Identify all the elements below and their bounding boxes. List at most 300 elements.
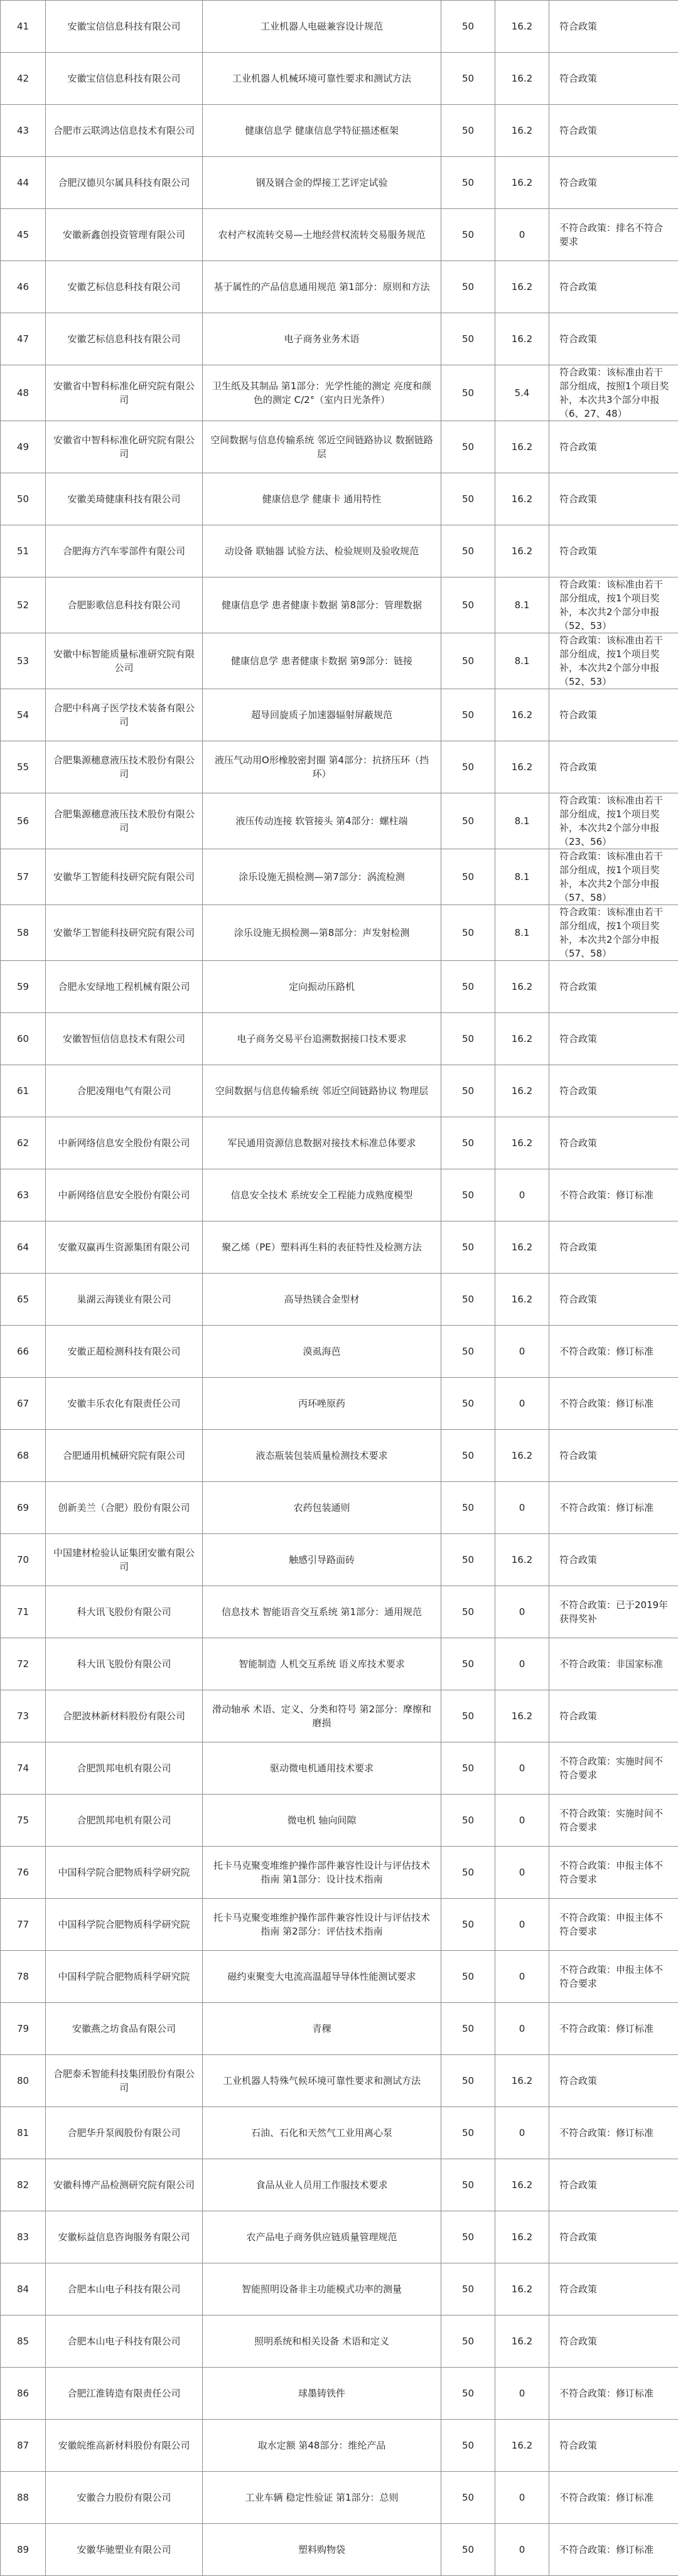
cell-standard-name: 石油、石化和天然气工业用离心泵 [203,2107,441,2159]
cell-score: 50 [441,1065,495,1117]
cell-review-result: 符合政策 [549,525,678,577]
cell-subsidy-amount: 5.4 [495,365,549,421]
cell-organization: 合肥市云联鸿达信息技术有限公司 [46,105,203,157]
cell-subsidy-amount: 16.2 [495,1117,549,1169]
cell-organization: 中国科学院合肥物质科学研究院 [46,1899,203,1951]
table-row [1,2159,678,2211]
cell-number: 75 [1,1795,46,1847]
table-row [1,577,678,633]
cell-standard-name: 卫生纸及其制品 第1部分：光学性能的测定 亮度和颜色的测定 C/2°（室内日光条件） [203,365,441,421]
cell-standard-name: 驱动微电机通用技术要求 [203,1742,441,1795]
cell-review-result: 不符合政策：修订标准 [549,2368,678,2420]
cell-score: 50 [441,689,495,741]
cell-score: 50 [441,1326,495,1378]
cell-review-result: 不符合政策：修订标准 [549,1326,678,1378]
cell-review-result: 符合政策 [549,261,678,313]
cell-score: 50 [441,1013,495,1065]
cell-number: 57 [1,849,46,905]
cell-number: 85 [1,2316,46,2368]
cell-number: 44 [1,157,46,209]
cell-organization: 合肥本山电子科技有限公司 [46,2263,203,2316]
cell-score: 50 [441,157,495,209]
cell-number: 84 [1,2263,46,2316]
cell-organization: 安徽美琦健康科技有限公司 [46,473,203,525]
cell-review-result: 符合政策 [549,313,678,365]
cell-score: 50 [441,2263,495,2316]
cell-subsidy-amount: 0 [495,1169,549,1221]
cell-review-result: 不符合政策：修订标准 [549,2524,678,2576]
cell-organization: 安徽标益信息咨询服务有限公司 [46,2211,203,2263]
cell-standard-name: 农产品电子商务供应链质量管理规范 [203,2211,441,2263]
cell-score: 50 [441,1742,495,1795]
cell-number: 71 [1,1586,46,1638]
cell-organization: 安徽艺标信息科技有限公司 [46,313,203,365]
cell-standard-name: 托卡马克聚变堆维护操作部件兼容性设计与评估技术指南 第2部分：评估技术指南 [203,1899,441,1951]
cell-number: 62 [1,1117,46,1169]
cell-review-result: 符合政策 [549,2420,678,2472]
cell-organization: 合肥本山电子科技有限公司 [46,2316,203,2368]
cell-number: 86 [1,2368,46,2420]
cell-review-result: 不符合政策：修订标准 [549,1378,678,1430]
cell-number: 41 [1,1,46,53]
cell-standard-name: 青稞 [203,2003,441,2055]
cell-standard-name: 健康信息学 患者健康卡数据 第9部分：链接 [203,633,441,689]
cell-number: 59 [1,961,46,1013]
cell-subsidy-amount: 8.1 [495,577,549,633]
cell-organization: 合肥海方汽车零部件有限公司 [46,525,203,577]
cell-review-result: 符合政策 [549,157,678,209]
cell-standard-name: 托卡马克聚变堆维护操作部件兼容性设计与评估技术指南 第1部分：设计技术指南 [203,1847,441,1899]
cell-score: 50 [441,961,495,1013]
cell-score: 50 [441,2316,495,2368]
cell-score: 50 [441,1117,495,1169]
cell-subsidy-amount: 0 [495,1951,549,2003]
table-row [1,2472,678,2524]
table-body [1,1,678,2576]
cell-organization: 安徽中标智能质量标准研究院有限公司 [46,633,203,689]
cell-standard-name: 工业机器人电磁兼容设计规范 [203,1,441,53]
cell-subsidy-amount: 16.2 [495,525,549,577]
table-row [1,1690,678,1742]
cell-subsidy-amount: 16.2 [495,689,549,741]
cell-organization: 合肥集源穗意液压技术股份有限公司 [46,741,203,793]
cell-number: 70 [1,1534,46,1586]
cell-review-result: 符合政策：该标准由若干部分组成，按1个项目奖补，本次共2个部分申报（52、53） [549,633,678,689]
table-row [1,1221,678,1274]
cell-subsidy-amount: 16.2 [495,421,549,473]
cell-subsidy-amount: 16.2 [495,1534,549,1586]
cell-standard-name: 工业车辆 稳定性验证 第1部分：总则 [203,2472,441,2524]
cell-subsidy-amount: 8.1 [495,905,549,961]
cell-number: 79 [1,2003,46,2055]
cell-review-result: 不符合政策：已于2019年获得奖补 [549,1586,678,1638]
cell-score: 50 [441,1638,495,1690]
cell-score: 50 [441,633,495,689]
table-row [1,849,678,905]
cell-score: 50 [441,2159,495,2211]
table-row [1,2263,678,2316]
cell-number: 78 [1,1951,46,2003]
cell-standard-name: 漠虱海芭 [203,1326,441,1378]
cell-number: 50 [1,473,46,525]
cell-number: 61 [1,1065,46,1117]
cell-standard-name: 照明系统和相关设备 术语和定义 [203,2316,441,2368]
cell-subsidy-amount: 0 [495,1586,549,1638]
cell-standard-name: 液态瓶装包装质量检测技术要求 [203,1430,441,1482]
cell-score: 50 [441,1,495,53]
cell-review-result: 符合政策 [549,2263,678,2316]
cell-organization: 安徽正超检测科技有限公司 [46,1326,203,1378]
cell-standard-name: 健康信息学 健康卡 通用特性 [203,473,441,525]
table-row [1,905,678,961]
cell-organization: 安徽华工智能科技研究院有限公司 [46,905,203,961]
cell-review-result: 不符合政策：申报主体不符合要求 [549,1899,678,1951]
table-row [1,1847,678,1899]
cell-subsidy-amount: 0 [495,2003,549,2055]
cell-standard-name: 健康信息学 健康信息学特征描述框架 [203,105,441,157]
cell-score: 50 [441,905,495,961]
cell-standard-name: 液压气动用O形橡胶密封圈 第4部分：抗挤压环（挡环） [203,741,441,793]
cell-review-result: 符合政策 [549,1430,678,1482]
cell-subsidy-amount: 8.1 [495,793,549,849]
cell-review-result: 符合政策 [549,2159,678,2211]
cell-standard-name: 动设备 联轴器 试验方法、检验规则及验收规范 [203,525,441,577]
cell-standard-name: 丙环唑原药 [203,1378,441,1430]
cell-organization: 合肥波林新材料股份有限公司 [46,1690,203,1742]
cell-review-result: 符合政策 [549,2316,678,2368]
cell-score: 50 [441,2211,495,2263]
cell-standard-name: 基于属性的产品信息通用规范 第1部分：原则和方法 [203,261,441,313]
table-row [1,313,678,365]
cell-standard-name: 空间数据与信息传输系统 邻近空间链路协议 物理层 [203,1065,441,1117]
cell-subsidy-amount: 16.2 [495,1221,549,1274]
cell-review-result: 符合政策 [549,1690,678,1742]
cell-number: 65 [1,1274,46,1326]
table-row [1,2316,678,2368]
cell-subsidy-amount: 0 [495,1899,549,1951]
cell-standard-name: 触感引导路面砖 [203,1534,441,1586]
cell-review-result: 符合政策 [549,1534,678,1586]
cell-organization: 科大讯飞股份有限公司 [46,1586,203,1638]
cell-score: 50 [441,2055,495,2107]
cell-score: 50 [441,261,495,313]
cell-review-result: 不符合政策：修订标准 [549,2472,678,2524]
cell-standard-name: 智能制造 人机交互系统 语义库技术要求 [203,1638,441,1690]
cell-organization: 合肥凯邦电机有限公司 [46,1795,203,1847]
cell-score: 50 [441,105,495,157]
cell-standard-name: 信息技术 智能语音交互系统 第1部分：通用规范 [203,1586,441,1638]
cell-review-result: 符合政策 [549,1117,678,1169]
cell-subsidy-amount: 0 [495,209,549,261]
cell-score: 50 [441,1274,495,1326]
cell-score: 50 [441,313,495,365]
cell-subsidy-amount: 16.2 [495,2211,549,2263]
cell-review-result: 符合政策：该标准由若干部分组成，按1个项目奖补，本次共2个部分申报（57、58） [549,849,678,905]
cell-score: 50 [441,365,495,421]
cell-number: 54 [1,689,46,741]
cell-subsidy-amount: 16.2 [495,1274,549,1326]
cell-subsidy-amount: 16.2 [495,741,549,793]
cell-score: 50 [441,2107,495,2159]
cell-organization: 安徽新鑫创投资管理有限公司 [46,209,203,261]
table-row [1,1065,678,1117]
cell-review-result: 符合政策 [549,1221,678,1274]
cell-subsidy-amount: 0 [495,1795,549,1847]
cell-organization: 安徽省中智科标准化研究院有限公司 [46,365,203,421]
table-row [1,365,678,421]
table-row [1,1,678,53]
cell-number: 60 [1,1013,46,1065]
cell-review-result: 符合政策 [549,53,678,105]
cell-organization: 安徽华驰塑业有限公司 [46,2524,203,2576]
cell-number: 55 [1,741,46,793]
cell-review-result: 符合政策：该标准由若干部分组成，按照1个项目奖补，本次共3个部分申报（6、27、48） [549,365,678,421]
table-row [1,1117,678,1169]
cell-organization: 中新网络信息安全股份有限公司 [46,1117,203,1169]
cell-standard-name: 智能照明设备非主功能模式功率的测量 [203,2263,441,2316]
cell-standard-name: 高导热镁合金型材 [203,1274,441,1326]
cell-organization: 安徽艺标信息科技有限公司 [46,261,203,313]
table-row [1,1326,678,1378]
cell-standard-name: 滑动轴承 术语、定义、分类和符号 第2部分：摩擦和磨损 [203,1690,441,1742]
cell-standard-name: 农村产权流转交易—土地经营权流转交易服务规范 [203,209,441,261]
cell-number: 69 [1,1482,46,1534]
cell-number: 63 [1,1169,46,1221]
cell-subsidy-amount: 16.2 [495,261,549,313]
cell-review-result: 符合政策 [549,741,678,793]
cell-standard-name: 军民通用资源信息数据对接技术标准总体要求 [203,1117,441,1169]
cell-score: 50 [441,1690,495,1742]
cell-organization: 中国科学院合肥物质科学研究院 [46,1847,203,1899]
table-row [1,2211,678,2263]
cell-subsidy-amount: 16.2 [495,2055,549,2107]
cell-organization: 合肥汉德贝尔属具科技有限公司 [46,157,203,209]
cell-score: 50 [441,1899,495,1951]
cell-subsidy-amount: 16.2 [495,53,549,105]
cell-standard-name: 液压传动连接 软管接头 第4部分：螺柱端 [203,793,441,849]
table-row [1,421,678,473]
cell-number: 53 [1,633,46,689]
table-row [1,1586,678,1638]
cell-organization: 合肥华升泵阀股份有限公司 [46,2107,203,2159]
cell-subsidy-amount: 16.2 [495,961,549,1013]
cell-number: 43 [1,105,46,157]
cell-review-result: 符合政策 [549,1274,678,1326]
cell-number: 73 [1,1690,46,1742]
table-row [1,1899,678,1951]
cell-number: 74 [1,1742,46,1795]
cell-score: 50 [441,1847,495,1899]
cell-organization: 中国建材检验认证集团安徽有限公司 [46,1534,203,1586]
cell-score: 50 [441,1169,495,1221]
cell-subsidy-amount: 16.2 [495,1430,549,1482]
table-row [1,1274,678,1326]
cell-number: 81 [1,2107,46,2159]
cell-number: 64 [1,1221,46,1274]
cell-score: 50 [441,2420,495,2472]
cell-score: 50 [441,421,495,473]
cell-score: 50 [441,741,495,793]
cell-review-result: 符合政策 [549,2211,678,2263]
table-row [1,105,678,157]
table-row [1,2055,678,2107]
cell-standard-name: 超导回旋质子加速器辐射屏蔽规范 [203,689,441,741]
cell-number: 80 [1,2055,46,2107]
cell-subsidy-amount: 0 [495,1742,549,1795]
cell-standard-name: 定向振动压路机 [203,961,441,1013]
cell-subsidy-amount: 16.2 [495,2159,549,2211]
cell-review-result: 符合政策 [549,689,678,741]
cell-standard-name: 聚乙烯（PE）塑料再生料的表征特性及检测方法 [203,1221,441,1274]
cell-organization: 安徽宝信信息科技有限公司 [46,53,203,105]
cell-organization: 安徽智恒信信息技术有限公司 [46,1013,203,1065]
cell-number: 66 [1,1326,46,1378]
cell-organization: 合肥永安绿地工程机械有限公司 [46,961,203,1013]
table-row [1,1534,678,1586]
cell-review-result: 符合政策：该标准由若干部分组成，按1个项目奖补，本次共2个部分申报（57、58） [549,905,678,961]
cell-review-result: 不符合政策：修订标准 [549,1482,678,1534]
table-row [1,961,678,1013]
cell-number: 46 [1,261,46,313]
cell-score: 50 [441,1534,495,1586]
table-row [1,633,678,689]
cell-subsidy-amount: 8.1 [495,633,549,689]
cell-score: 50 [441,577,495,633]
cell-subsidy-amount: 8.1 [495,849,549,905]
cell-score: 50 [441,1430,495,1482]
cell-organization: 安徽双赢再生资源集团有限公司 [46,1221,203,1274]
table-row [1,1430,678,1482]
cell-subsidy-amount: 16.2 [495,157,549,209]
table-row [1,689,678,741]
table-row [1,2524,678,2576]
cell-subsidy-amount: 16.2 [495,2263,549,2316]
cell-subsidy-amount: 16.2 [495,1013,549,1065]
cell-standard-name: 电子商务交易平台追溯数据接口技术要求 [203,1013,441,1065]
cell-standard-name: 工业机器人特殊气候环境可靠性要求和测试方法 [203,2055,441,2107]
cell-review-result: 不符合政策：修订标准 [549,2003,678,2055]
cell-review-result: 不符合政策：非国家标准 [549,1638,678,1690]
cell-subsidy-amount: 0 [495,2368,549,2420]
cell-review-result: 不符合政策：修订标准 [549,1169,678,1221]
cell-review-result: 符合政策 [549,473,678,525]
table-row [1,793,678,849]
cell-subsidy-amount: 0 [495,2107,549,2159]
cell-score: 50 [441,1795,495,1847]
table-row [1,1795,678,1847]
cell-number: 76 [1,1847,46,1899]
cell-number: 52 [1,577,46,633]
cell-score: 50 [441,1586,495,1638]
cell-standard-name: 健康信息学 患者健康卡数据 第8部分：管理数据 [203,577,441,633]
table-row [1,1951,678,2003]
cell-number: 51 [1,525,46,577]
cell-organization: 合肥凯邦电机有限公司 [46,1742,203,1795]
table-row [1,2368,678,2420]
cell-number: 56 [1,793,46,849]
cell-organization: 科大讯飞股份有限公司 [46,1638,203,1690]
cell-number: 68 [1,1430,46,1482]
cell-subsidy-amount: 16.2 [495,313,549,365]
cell-standard-name: 微电机 轴向间隙 [203,1795,441,1847]
cell-score: 50 [441,849,495,905]
cell-standard-name: 空间数据与信息传输系统 邻近空间链路协议 数据链路层 [203,421,441,473]
cell-standard-name: 食品从业人员用工作服技术要求 [203,2159,441,2211]
cell-subsidy-amount: 16.2 [495,1065,549,1117]
cell-organization: 安徽华工智能科技研究院有限公司 [46,849,203,905]
cell-review-result: 符合政策 [549,421,678,473]
cell-organization: 巢湖云海镁业有限公司 [46,1274,203,1326]
cell-standard-name: 球墨铸铁件 [203,2368,441,2420]
cell-score: 50 [441,793,495,849]
cell-score: 50 [441,1378,495,1430]
cell-review-result: 不符合政策：实施时间不符合要求 [549,1795,678,1847]
cell-subsidy-amount: 16.2 [495,105,549,157]
cell-subsidy-amount: 16.2 [495,1,549,53]
cell-review-result: 符合政策：该标准由若干部分组成，按1个项目奖补，本次共2个部分申报（23、56） [549,793,678,849]
cell-review-result: 不符合政策：申报主体不符合要求 [549,1951,678,2003]
cell-score: 50 [441,53,495,105]
cell-number: 47 [1,313,46,365]
table-row [1,1742,678,1795]
cell-number: 45 [1,209,46,261]
cell-standard-name: 涂乐设施无损检测—第8部分：声发射检测 [203,905,441,961]
table-row [1,1169,678,1221]
table-row [1,209,678,261]
table-row [1,525,678,577]
cell-score: 50 [441,473,495,525]
cell-organization: 安徽燕之坊食品有限公司 [46,2003,203,2055]
cell-number: 88 [1,2472,46,2524]
cell-review-result: 符合政策：该标准由若干部分组成，按1个项目奖补，本次共2个部分申报（52、53） [549,577,678,633]
cell-standard-name: 信息安全技术 系统安全工程能力成熟度模型 [203,1169,441,1221]
cell-standard-name: 取水定额 第48部分：维纶产品 [203,2420,441,2472]
cell-score: 50 [441,1482,495,1534]
cell-organization: 安徽丰乐农化有限责任公司 [46,1378,203,1430]
cell-review-result: 符合政策 [549,2055,678,2107]
cell-subsidy-amount: 0 [495,2472,549,2524]
cell-organization: 安徽宝信信息科技有限公司 [46,1,203,53]
table-row [1,1638,678,1690]
cell-organization: 中国科学院合肥物质科学研究院 [46,1951,203,2003]
cell-subsidy-amount: 0 [495,1847,549,1899]
cell-organization: 合肥江淮铸造有限责任公司 [46,2368,203,2420]
table-row [1,741,678,793]
cell-score: 50 [441,209,495,261]
cell-organization: 合肥凌翔电气有限公司 [46,1065,203,1117]
cell-organization: 安徽省中智科标准化研究院有限公司 [46,421,203,473]
cell-number: 77 [1,1899,46,1951]
cell-review-result: 不符合政策：修订标准 [549,2107,678,2159]
cell-organization: 创新美兰（合肥）股份有限公司 [46,1482,203,1534]
cell-number: 42 [1,53,46,105]
cell-subsidy-amount: 16.2 [495,1690,549,1742]
cell-standard-name: 工业机器人机械环境可靠性要求和测试方法 [203,53,441,105]
table-row [1,1013,678,1065]
cell-review-result: 符合政策 [549,1013,678,1065]
cell-score: 50 [441,1951,495,2003]
table-row [1,53,678,105]
cell-number: 58 [1,905,46,961]
cell-number: 83 [1,2211,46,2263]
cell-number: 89 [1,2524,46,2576]
cell-number: 67 [1,1378,46,1430]
cell-number: 72 [1,1638,46,1690]
table-row [1,2003,678,2055]
cell-score: 50 [441,525,495,577]
cell-subsidy-amount: 0 [495,1326,549,1378]
cell-number: 48 [1,365,46,421]
